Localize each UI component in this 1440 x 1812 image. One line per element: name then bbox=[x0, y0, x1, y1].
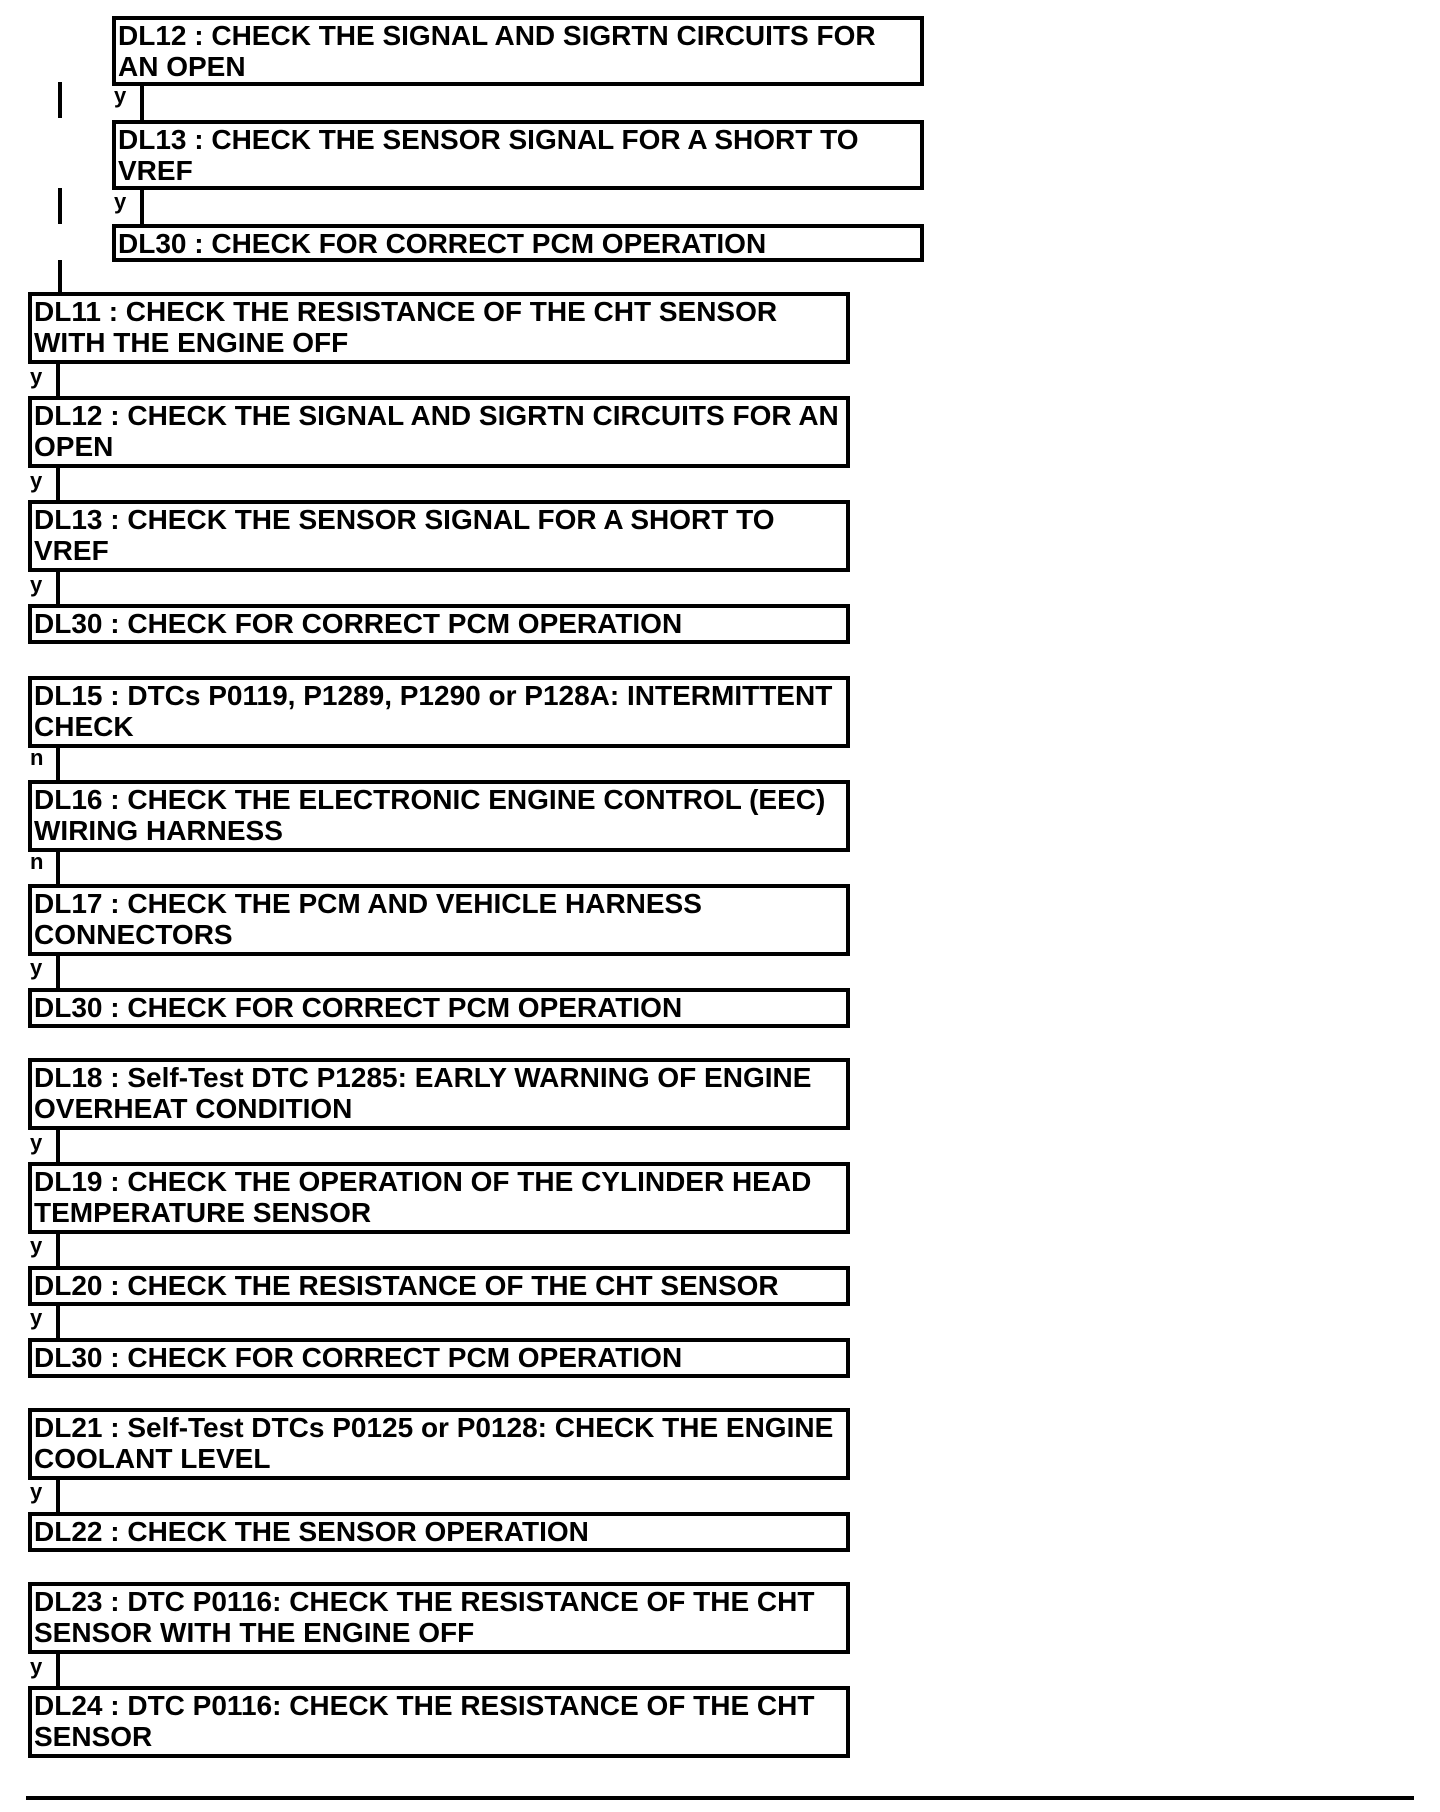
step-box: DL13 : CHECK THE SENSOR SIGNAL FOR A SHORT TO VREF bbox=[28, 500, 850, 572]
connector-label: y bbox=[30, 468, 43, 493]
connector-label: y bbox=[30, 955, 43, 980]
step-box: DL23 : DTC P0116: CHECK THE RESISTANCE OF THE CHT SENSOR WITH THE ENGINE OFF bbox=[28, 1582, 850, 1654]
step-box: DL11 : CHECK THE RESISTANCE OF THE CHT SENSOR WITH THE ENGINE OFF bbox=[28, 292, 850, 364]
connector-line bbox=[140, 190, 144, 224]
connector-line bbox=[56, 852, 60, 886]
connector-label: n bbox=[30, 745, 44, 770]
connector-label: y bbox=[30, 1654, 43, 1679]
connector-line bbox=[56, 1130, 60, 1164]
connector-label: y bbox=[30, 572, 43, 597]
connector-line bbox=[56, 572, 60, 606]
branch-line bbox=[58, 260, 62, 292]
connector-line bbox=[56, 748, 60, 782]
step-box: DL30 : CHECK FOR CORRECT PCM OPERATION bbox=[28, 988, 850, 1028]
connector-label: y bbox=[30, 1130, 43, 1155]
step-box: DL30 : CHECK FOR CORRECT PCM OPERATION bbox=[28, 604, 850, 644]
connector-label: y bbox=[30, 1479, 43, 1504]
divider bbox=[26, 1796, 1414, 1800]
step-box: DL30 : CHECK FOR CORRECT PCM OPERATION bbox=[28, 1338, 850, 1378]
connector-line bbox=[56, 364, 60, 398]
connector-label: y bbox=[30, 1233, 43, 1258]
step-box: DL19 : CHECK THE OPERATION OF THE CYLINDER HEAD TEMPERATURE SENSOR bbox=[28, 1162, 850, 1234]
connector-label: y bbox=[114, 83, 127, 108]
connector-line bbox=[56, 1306, 60, 1340]
step-box: DL16 : CHECK THE ELECTRONIC ENGINE CONTROL (EEC) WIRING HARNESS bbox=[28, 780, 850, 852]
step-box: DL18 : Self-Test DTC P1285: EARLY WARNING OF ENGINE OVERHEAT CONDITION bbox=[28, 1058, 850, 1130]
connector-line bbox=[140, 86, 144, 120]
connector-line bbox=[56, 956, 60, 990]
step-box: DL22 : CHECK THE SENSOR OPERATION bbox=[28, 1512, 850, 1552]
connector-label: y bbox=[30, 1305, 43, 1330]
connector-label: y bbox=[114, 189, 127, 214]
step-box: DL13 : CHECK THE SENSOR SIGNAL FOR A SHORT TO VREF bbox=[112, 120, 924, 190]
connector-line bbox=[56, 468, 60, 502]
step-box: DL12 : CHECK THE SIGNAL AND SIGRTN CIRCUITS FOR AN OPEN bbox=[112, 16, 924, 86]
step-box: DL17 : CHECK THE PCM AND VEHICLE HARNESS CONNECTORS bbox=[28, 884, 850, 956]
step-box: DL24 : DTC P0116: CHECK THE RESISTANCE OF THE CHT SENSOR bbox=[28, 1686, 850, 1758]
step-box: DL15 : DTCs P0119, P1289, P1290 or P128A: INTERMITTENT CHECK bbox=[28, 676, 850, 748]
connector-label: y bbox=[30, 364, 43, 389]
branch-line bbox=[58, 82, 62, 118]
connector-line bbox=[56, 1480, 60, 1514]
step-box: DL30 : CHECK FOR CORRECT PCM OPERATION bbox=[112, 224, 924, 262]
connector-label: n bbox=[30, 849, 44, 874]
connector-line bbox=[56, 1654, 60, 1688]
step-box: DL21 : Self-Test DTCs P0125 or P0128: CHECK THE ENGINE COOLANT LEVEL bbox=[28, 1408, 850, 1480]
branch-line bbox=[58, 188, 62, 224]
step-box: DL20 : CHECK THE RESISTANCE OF THE CHT SENSOR bbox=[28, 1266, 850, 1306]
step-box: DL12 : CHECK THE SIGNAL AND SIGRTN CIRCUITS FOR AN OPEN bbox=[28, 396, 850, 468]
connector-line bbox=[56, 1234, 60, 1268]
